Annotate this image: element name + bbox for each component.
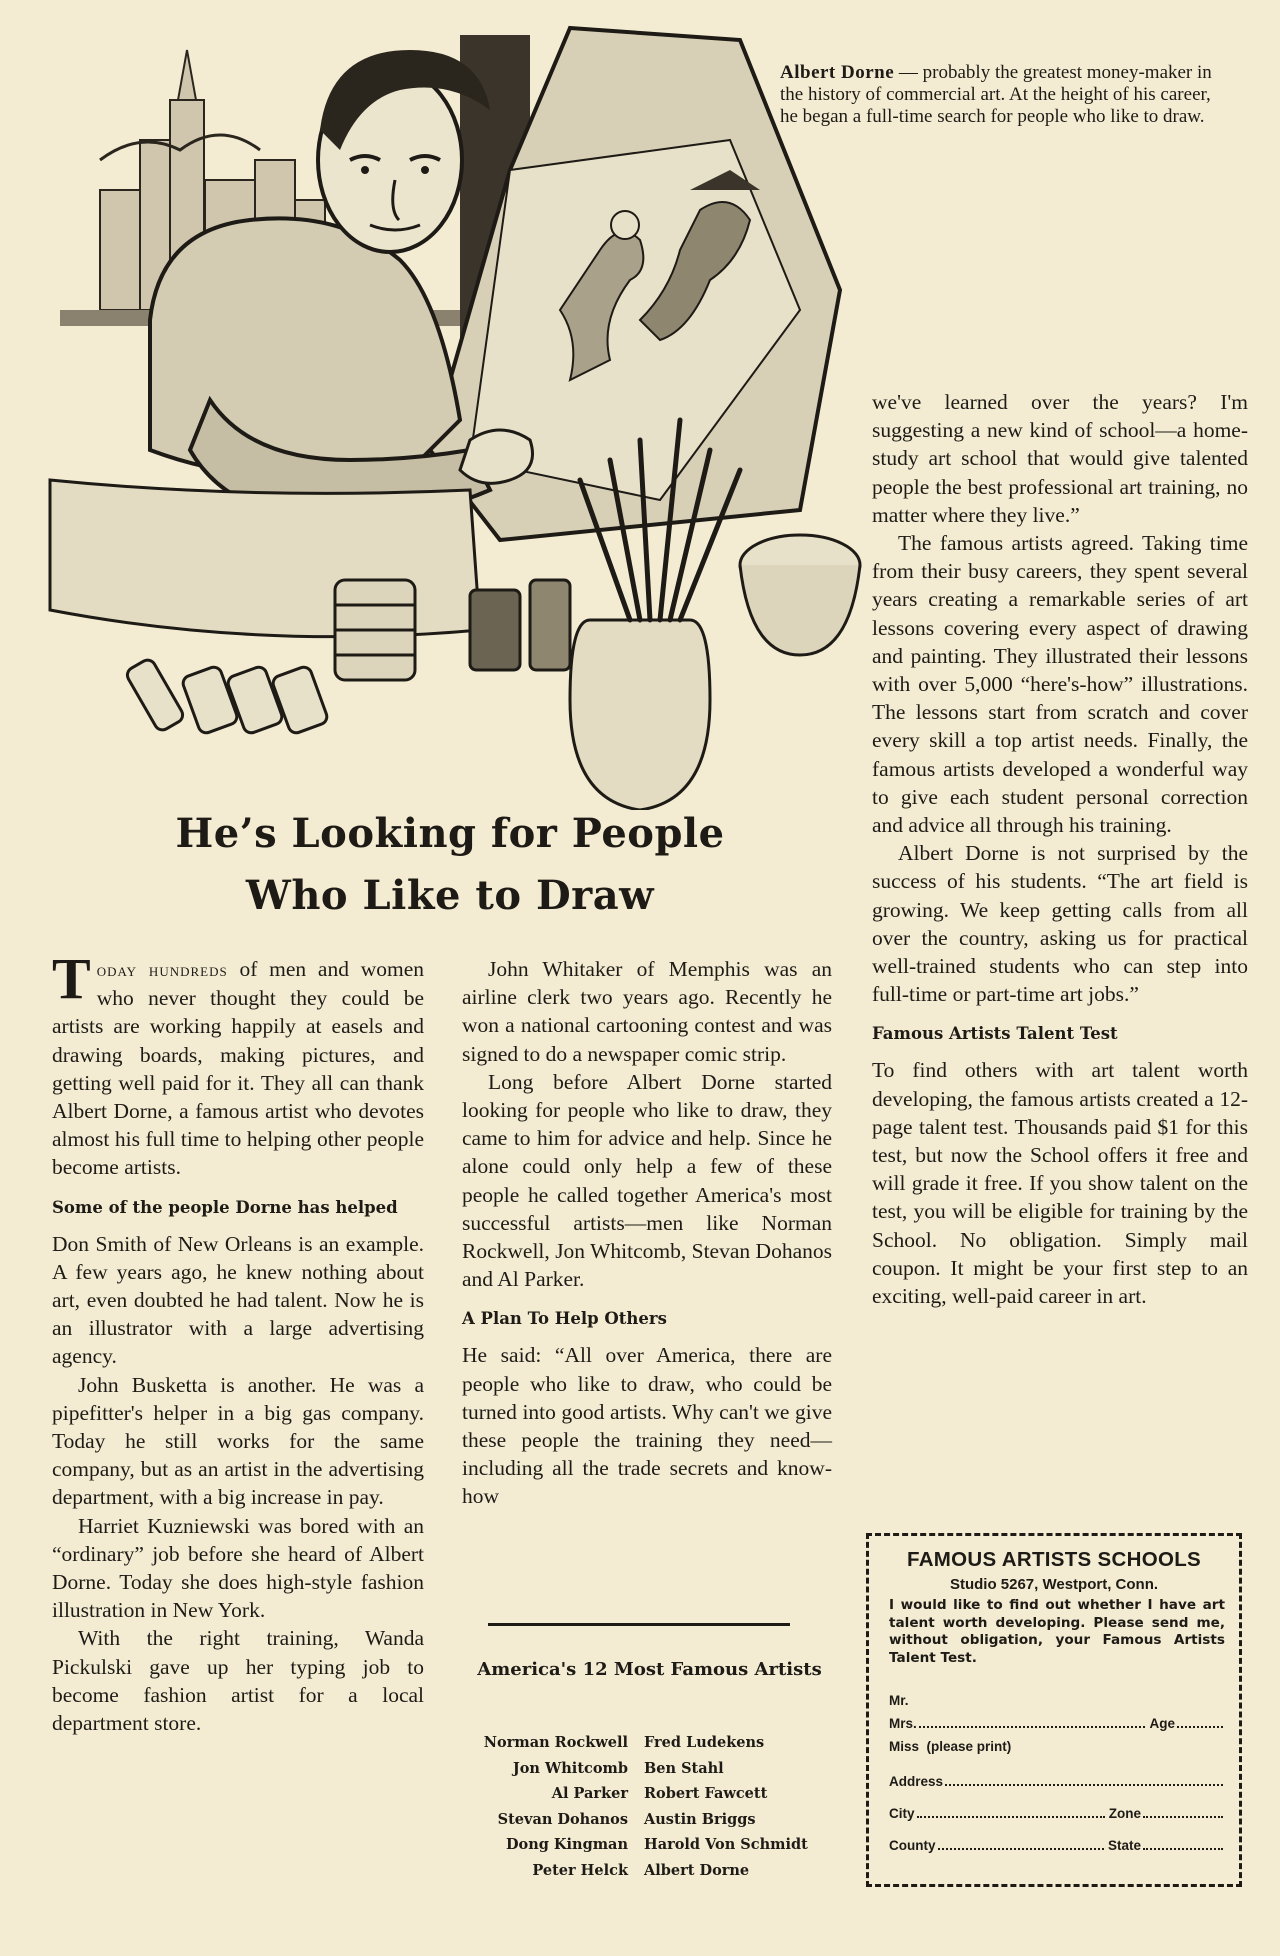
field-city-zone[interactable] xyxy=(889,1806,1227,1821)
artist-name: Austin Briggs xyxy=(644,1810,756,1828)
paragraph-whitaker: John Whitaker of Memphis was an airline clerk two years ago. Recently he won a national cartooning contest and was signed to do a newspaper comic strip. xyxy=(462,957,832,1066)
label-mrs: Mrs. xyxy=(889,1716,917,1731)
label-mr: Mr. xyxy=(889,1693,909,1708)
address-line[interactable] xyxy=(945,1784,1223,1786)
caption-name: Albert Dorne xyxy=(780,62,895,83)
subheading-helped: Some of the people Dorne has helped xyxy=(52,1197,398,1217)
drop-cap: T xyxy=(52,946,91,1011)
subheading-talent-test: Famous Artists Talent Test xyxy=(872,1024,1118,1044)
artist-name: Stevan Dohanos xyxy=(497,1810,628,1828)
artist-name: Norman Rockwell xyxy=(483,1734,628,1751)
artists-box-title: America's 12 Most Famous Artists xyxy=(477,1659,822,1680)
paragraph-talent-test: To find others with art talent worth developing, the famous artists created a 12-page talent test. Thousands paid $1 for this test, but now the School offers it free and will grade it free. If you show talent on the test, you will be eligible for training by the School. No obligation. Simply mail coupon. It might be your first step to an exciting, well-paid career in art. xyxy=(872,1058,1248,1309)
paragraph-he-said: He said: “All over America, there are people who like to draw, who could be turned into good artists. Why can't we give these people the training they need—including all the trade secrets and know-how xyxy=(462,1343,832,1509)
intro-text: of men and women who never thought they could be artists are working happily at easels and drawing boards, making pictures, and getting well paid for it. They all can thank Albert Dorne, a famous artist who devotes almost his full time to helping other people become artists. xyxy=(52,957,424,1180)
paragraph-long-before: Long before Albert Dorne started looking for people who like to draw, they came to him for advice and help. Since he alone could only help a few of these people he called together America's most successful artists—men like Norman Rockwell, Jon Whitcomb, Stevan Dohanos and Al Parker. xyxy=(462,1069,832,1292)
state-line[interactable] xyxy=(1143,1848,1223,1850)
artist-illustration xyxy=(40,20,880,810)
illustration-caption xyxy=(780,62,1220,128)
subheading-plan: A Plan To Help Others xyxy=(462,1309,667,1329)
artist-name: Robert Fawcett xyxy=(644,1785,768,1802)
paragraph-don-smith: Don Smith of New Orleans is an example. A few years ago, he knew nothing about art, even doubted he had talent. Now he is an illustrator with a large advertising agency. xyxy=(52,1231,424,1369)
artist-name: Al Parker xyxy=(551,1785,628,1802)
city-line[interactable] xyxy=(917,1816,1105,1818)
column-2 xyxy=(462,955,832,1511)
lead-smallcaps: oday hundreds xyxy=(96,960,228,980)
age-line[interactable] xyxy=(1177,1726,1223,1728)
divider-rule xyxy=(488,1623,790,1626)
headline-line-2: Who Like to Draw xyxy=(245,872,655,919)
label-please-print: (please print) xyxy=(926,1739,1012,1754)
caption-text: — probably the greatest money-maker in the history of commercial art. At the height of his career, he began a full-time search for people who like to draw. xyxy=(780,62,1212,127)
coupon-title: FAMOUS ARTISTS SCHOOLS xyxy=(907,1548,1201,1571)
field-mr[interactable] xyxy=(889,1693,1227,1708)
headline-line-1: He’s Looking for People xyxy=(175,810,725,857)
artist-name: Jon Whitcomb xyxy=(512,1759,628,1777)
field-address[interactable] xyxy=(889,1774,1227,1789)
paragraph-artists-agreed: The famous artists agreed. Taking time from their busy careers, they spent several years creating a remarkable series of art lessons covering every aspect of drawing and painting. They illustrated their lessons with over 5,000 “here's-how” illustrations. The lessons start from scratch and cover every skill a top artist needs. Finally, the famous artists developed a wonderful way to give each student personal correction and advice all through his training. xyxy=(872,531,1248,838)
column-1 xyxy=(52,946,424,1737)
paragraph-continued: we've learned over the years? I'm suggesting a new kind of school—a home-study art school that would give talented people the best professional art training, no matter where they live.” xyxy=(872,390,1248,527)
label-address: Address xyxy=(889,1774,944,1789)
paragraph-busketta: John Busketta is another. He was a pipefitter's helper in a big gas company. Today he still works for the same company, but as an artist in the advertising department, with a big increase in pay. xyxy=(52,1372,424,1510)
intro-paragraph xyxy=(52,946,424,1182)
artist-name: Harold Von Schmidt xyxy=(644,1836,808,1853)
artists-list xyxy=(454,1730,854,1883)
artist-name: Fred Ludekens xyxy=(644,1734,765,1751)
label-city: City xyxy=(889,1806,915,1821)
zone-line[interactable] xyxy=(1143,1816,1223,1818)
artist-name: Peter Helck xyxy=(532,1861,628,1879)
county-line[interactable] xyxy=(938,1848,1104,1850)
label-state: State xyxy=(1107,1838,1141,1853)
label-miss: Miss xyxy=(889,1739,920,1754)
headline xyxy=(70,803,830,927)
paragraph-not-surprised: Albert Dorne is not surprised by the success of his students. “The art field is growing. We keep getting calls from all over the country, asking us for practical well-trained students who can step into full-time or part-time art jobs.” xyxy=(872,841,1248,1007)
field-mrs-age[interactable] xyxy=(889,1716,1227,1731)
artist-name: Ben Stahl xyxy=(644,1759,724,1777)
paragraph-pickulski: With the right training, Wanda Pickulski gave up her typing job to become fashion artist for a local department store. xyxy=(52,1626,424,1736)
label-county: County xyxy=(889,1838,936,1853)
label-age: Age xyxy=(1149,1716,1175,1731)
label-zone: Zone xyxy=(1108,1806,1141,1821)
coupon-body: I would like to find out whether I have art talent worth developing. Please send me, without obligation, your Famous Artists Talent Test. xyxy=(889,1597,1225,1666)
column-3 xyxy=(872,388,1248,1310)
coupon-studio: Studio 5267, Westport, Conn. xyxy=(949,1576,1159,1593)
name-line[interactable] xyxy=(919,1726,1146,1728)
mail-coupon[interactable] xyxy=(866,1533,1242,1887)
field-miss[interactable] xyxy=(889,1739,1227,1754)
artist-name: Dong Kingman xyxy=(505,1836,628,1853)
paragraph-kuzniewski: Harriet Kuzniewski was bored with an “ordinary” job before she heard of Albert Dorne. Today she does high-style fashion illustration in New York. xyxy=(52,1513,424,1623)
artist-name: Albert Dorne xyxy=(644,1861,750,1879)
field-county-state[interactable] xyxy=(889,1838,1227,1853)
